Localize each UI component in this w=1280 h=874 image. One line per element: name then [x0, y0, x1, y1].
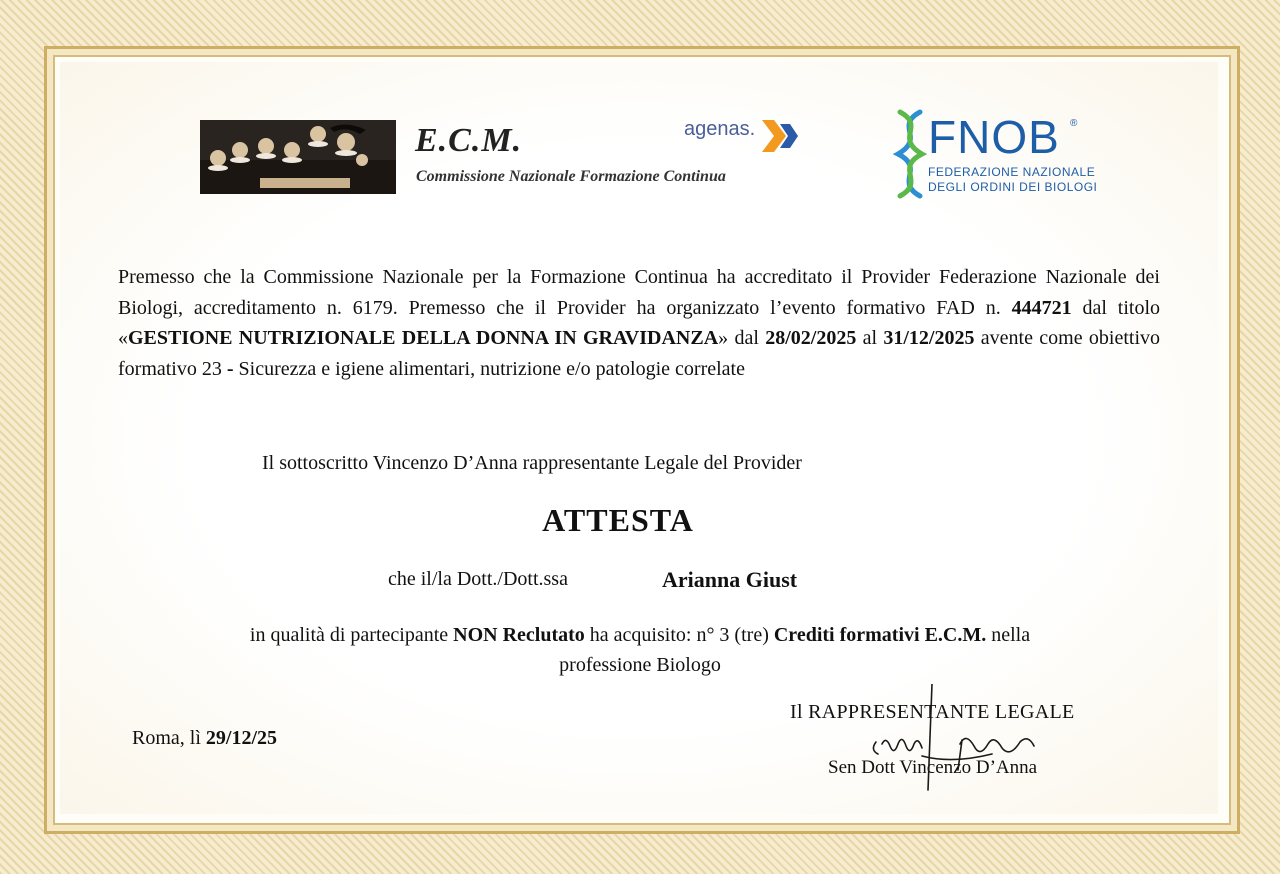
- agenas-logo-icon: [756, 114, 800, 158]
- agenas-label: agenas.: [684, 118, 756, 140]
- premise-text-5: avente come obiettivo formativo 23: [118, 327, 1161, 380]
- premise-text-6: Sicurezza e igiene alimentari, nutrizione e/o patologie correlate: [233, 357, 745, 380]
- premise-text-3: » dal: [718, 327, 766, 349]
- fnob-title: FNOB: [928, 111, 1060, 163]
- premise-text-2: dal titolo «: [118, 296, 1160, 349]
- ecm-title: E.C.M.: [415, 122, 523, 159]
- credits-text-1: in qualità di partecipante: [249, 624, 454, 646]
- event-date-to: 31/12/2025: [883, 327, 975, 349]
- issue-place: Roma, lì: [132, 727, 206, 749]
- ecm-subtitle: Commissione Nazionale Formazione Continua: [416, 168, 726, 185]
- credits-text-2: ha acquisito: n° 3 (tre): [584, 624, 774, 646]
- recipient-name: Arianna Giust: [662, 567, 798, 592]
- attesta-heading: ATTESTA: [542, 502, 694, 538]
- premise-dash: -: [226, 357, 234, 380]
- ecm-painting-logo: [200, 120, 396, 194]
- undersigned-statement: Il sottoscritto Vincenzo D’Anna rappresentante Legale del Provider: [262, 452, 802, 474]
- event-number: 444721: [1011, 296, 1072, 319]
- fnob-subtitle-line2: DEGLI ORDINI DEI BIOLOGI: [928, 180, 1098, 194]
- credits-text-3: nella: [986, 624, 1031, 646]
- dna-helix-icon: [890, 108, 930, 200]
- credits-statement: [0, 620, 1280, 680]
- premise-text-1: Premesso che la Commissione Nazionale per la Formazione Continua ha accreditato il Provider Federazione Nazionale dei Biologi, accreditamento n. 6179. Premesso che il Provider ha organizzato l’evento formativo FAD n.: [118, 266, 1160, 319]
- premise-paragraph: [118, 262, 1160, 384]
- fnob-subtitle-line1: FEDERAZIONE NAZIONALE: [928, 165, 1096, 179]
- issue-place-date: [132, 727, 277, 750]
- event-date-from: 28/02/2025: [765, 327, 857, 349]
- premise-text-4: al: [856, 327, 884, 349]
- credits-label: Crediti formativi E.C.M.: [773, 624, 987, 646]
- credits-profession: professione Biologo: [559, 654, 721, 676]
- issue-date: 29/12/25: [205, 727, 278, 749]
- recipient-label: che il/la Dott./Dott.ssa: [388, 568, 568, 590]
- legal-representative-name: Sen Dott Vincenzo D’Anna: [828, 757, 1038, 778]
- event-title: GESTIONE NUTRIZIONALE DELLA DONNA IN GRAVIDANZA: [128, 327, 719, 349]
- legal-representative-title: Il RAPPRESENTANTE LEGALE: [790, 701, 1075, 723]
- fnob-registered-mark: ®: [1070, 118, 1078, 129]
- participant-type: NON Reclutato: [453, 624, 585, 646]
